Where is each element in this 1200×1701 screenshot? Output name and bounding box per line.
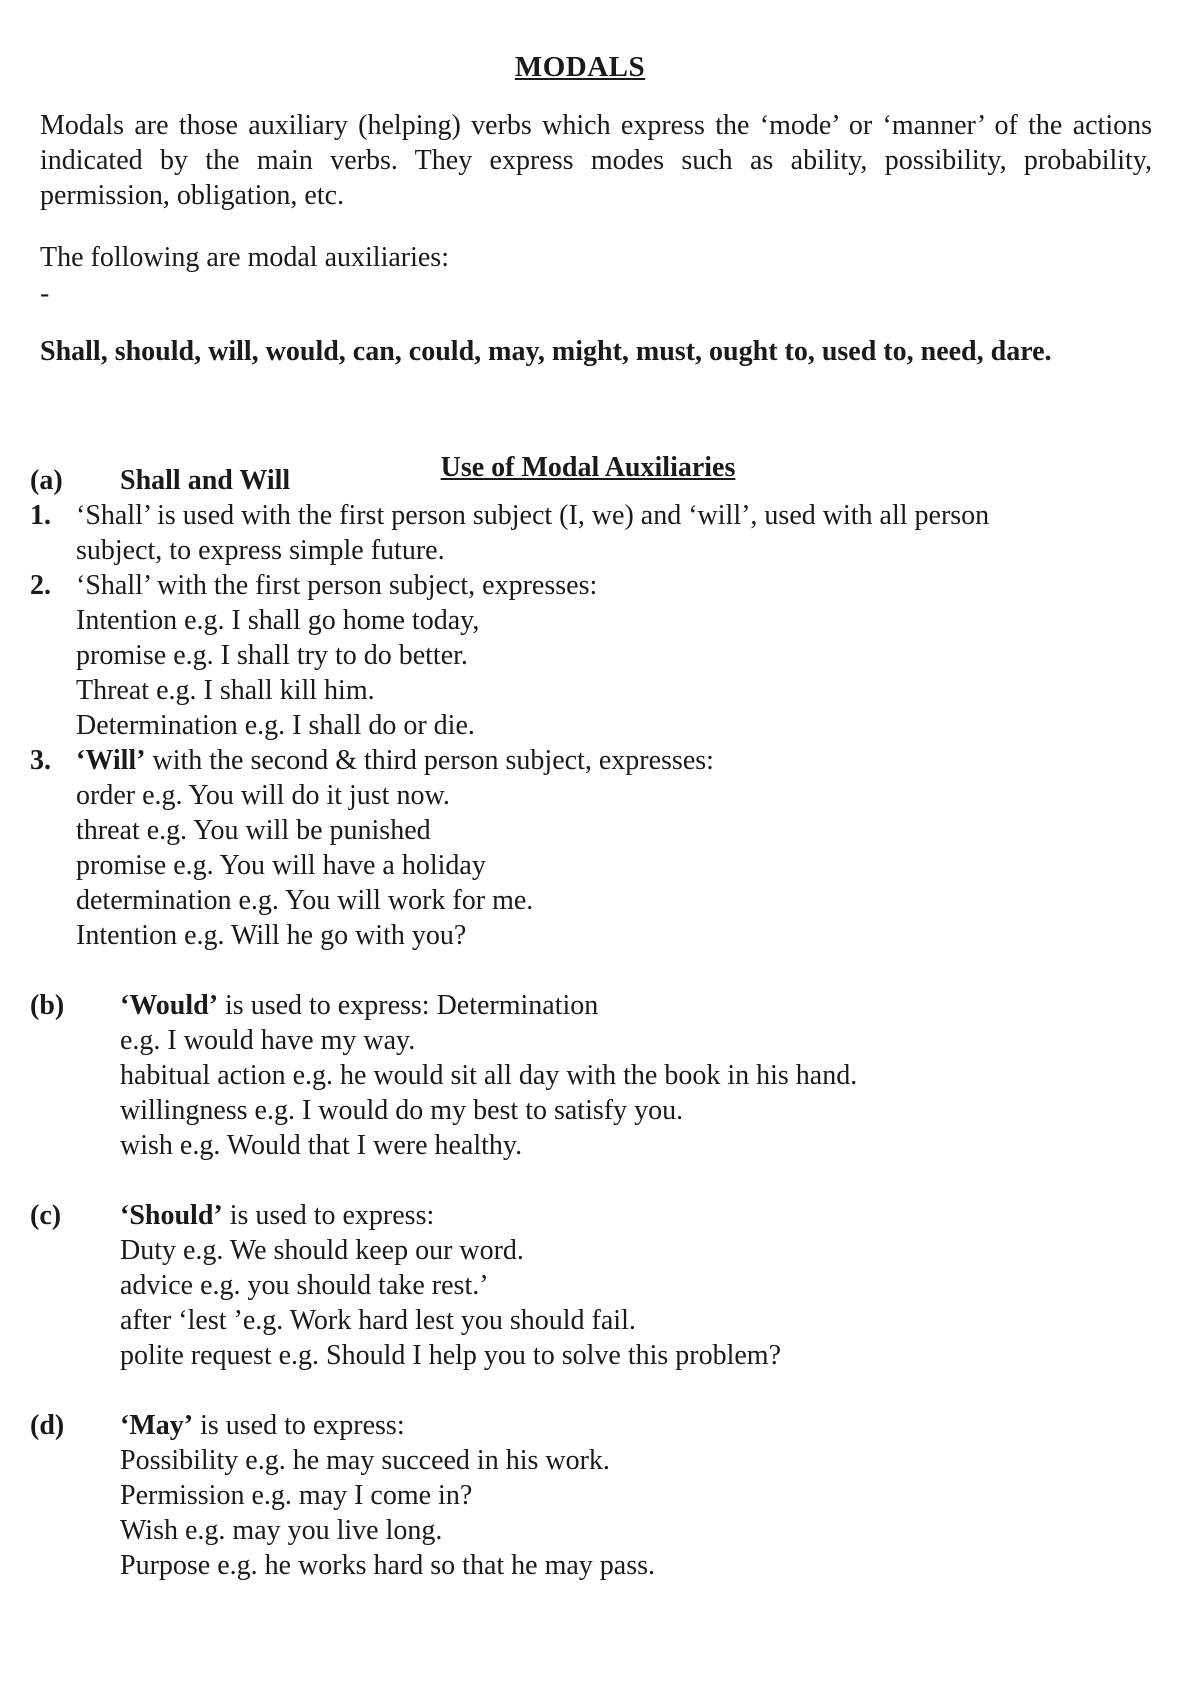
section-d-example: Possibility e.g. he may succeed in his work. (120, 1445, 610, 1476)
item-1-line-2: subject, to express simple future. (76, 535, 445, 566)
section-c-example: advice e.g. you should take rest.’ (120, 1270, 489, 1301)
section-a-heading: Shall and Will (120, 465, 291, 496)
section-b-rest: is used to express: Determination (218, 990, 599, 1021)
section-a-label: (a) (30, 465, 63, 496)
item-2-example: Intention e.g. I shall go home today, (76, 605, 480, 636)
item-2-example: Determination e.g. I shall do or die. (76, 710, 475, 741)
item-2-number: 2. (30, 570, 51, 601)
item-3-intro (76, 743, 714, 778)
item-2-intro: ‘Shall’ with the first person subject, expresses: (76, 570, 598, 601)
section-d-example: Wish e.g. may you live long. (120, 1515, 443, 1546)
section-b-example: e.g. I would have my way. (120, 1025, 416, 1056)
item-2-example: Threat e.g. I shall kill him. (76, 675, 375, 706)
section-c-example: polite request e.g. Should I help you to solve this problem? (120, 1340, 782, 1371)
item-1-number: 1. (30, 500, 51, 531)
section-d-example: Purpose e.g. he works hard so that he may pass. (120, 1550, 656, 1581)
item-3-example: determination e.g. You will work for me. (76, 885, 534, 916)
item-3-example: Intention e.g. Will he go with you? (76, 920, 467, 951)
section-c-example: after ‘lest ’e.g. Work hard lest you should fail. (120, 1305, 636, 1336)
item-3-bold: ‘Will’ (76, 745, 146, 776)
section-c-heading (120, 1198, 434, 1233)
section-d-bold: ‘May’ (120, 1410, 194, 1441)
section-b-heading (120, 988, 598, 1023)
page-title: MODALS (514, 51, 646, 83)
item-2-example: promise e.g. I shall try to do better. (76, 640, 468, 671)
item-3-example: promise e.g. You will have a holiday (76, 850, 486, 881)
section-c-rest: is used to express: (222, 1200, 435, 1231)
section-d-rest: is used to express: (193, 1410, 405, 1441)
section-b-bold: ‘Would’ (120, 990, 219, 1021)
section-d-heading (120, 1408, 405, 1443)
item-1-line-1: ‘Shall’ is used with the first person subject (I, we) and ‘will’, used with all person (76, 500, 990, 531)
dash-marker: - (40, 278, 50, 309)
section-b-example: willingness e.g. I would do my best to satisfy you. (120, 1095, 684, 1126)
modal-list: Shall, should, will, would, can, could, may, might, must, ought to, used to, need, dare. (40, 336, 1052, 367)
section-d-example: Permission e.g. may I come in? (120, 1480, 473, 1511)
section-c-label: (c) (30, 1200, 62, 1231)
following-paragraph: The following are modal auxiliaries: (40, 242, 449, 273)
section-subtitle: Use of Modal Auxiliaries (440, 452, 736, 483)
section-b-label: (b) (30, 990, 65, 1021)
item-3-number: 3. (30, 745, 51, 776)
section-b-example: wish e.g. Would that I were healthy. (120, 1130, 523, 1161)
section-c-example: Duty e.g. We should keep our word. (120, 1235, 524, 1266)
item-3-example: order e.g. You will do it just now. (76, 780, 450, 811)
item-3-rest: with the second & third person subject, expresses: (145, 745, 714, 776)
section-b-example: habitual action e.g. he would sit all day with the book in his hand. (120, 1060, 858, 1091)
intro-paragraph: Modals are those auxiliary (helping) verbs which express the ‘mode’ or ‘manner’ of the actions indicated by the main verbs. They express modes such as ability, possibility, probability, permission, obligation, etc. (40, 110, 1152, 211)
section-c-bold: ‘Should’ (120, 1200, 223, 1231)
item-3-example: threat e.g. You will be punished (76, 815, 431, 846)
section-d-label: (d) (30, 1410, 65, 1441)
